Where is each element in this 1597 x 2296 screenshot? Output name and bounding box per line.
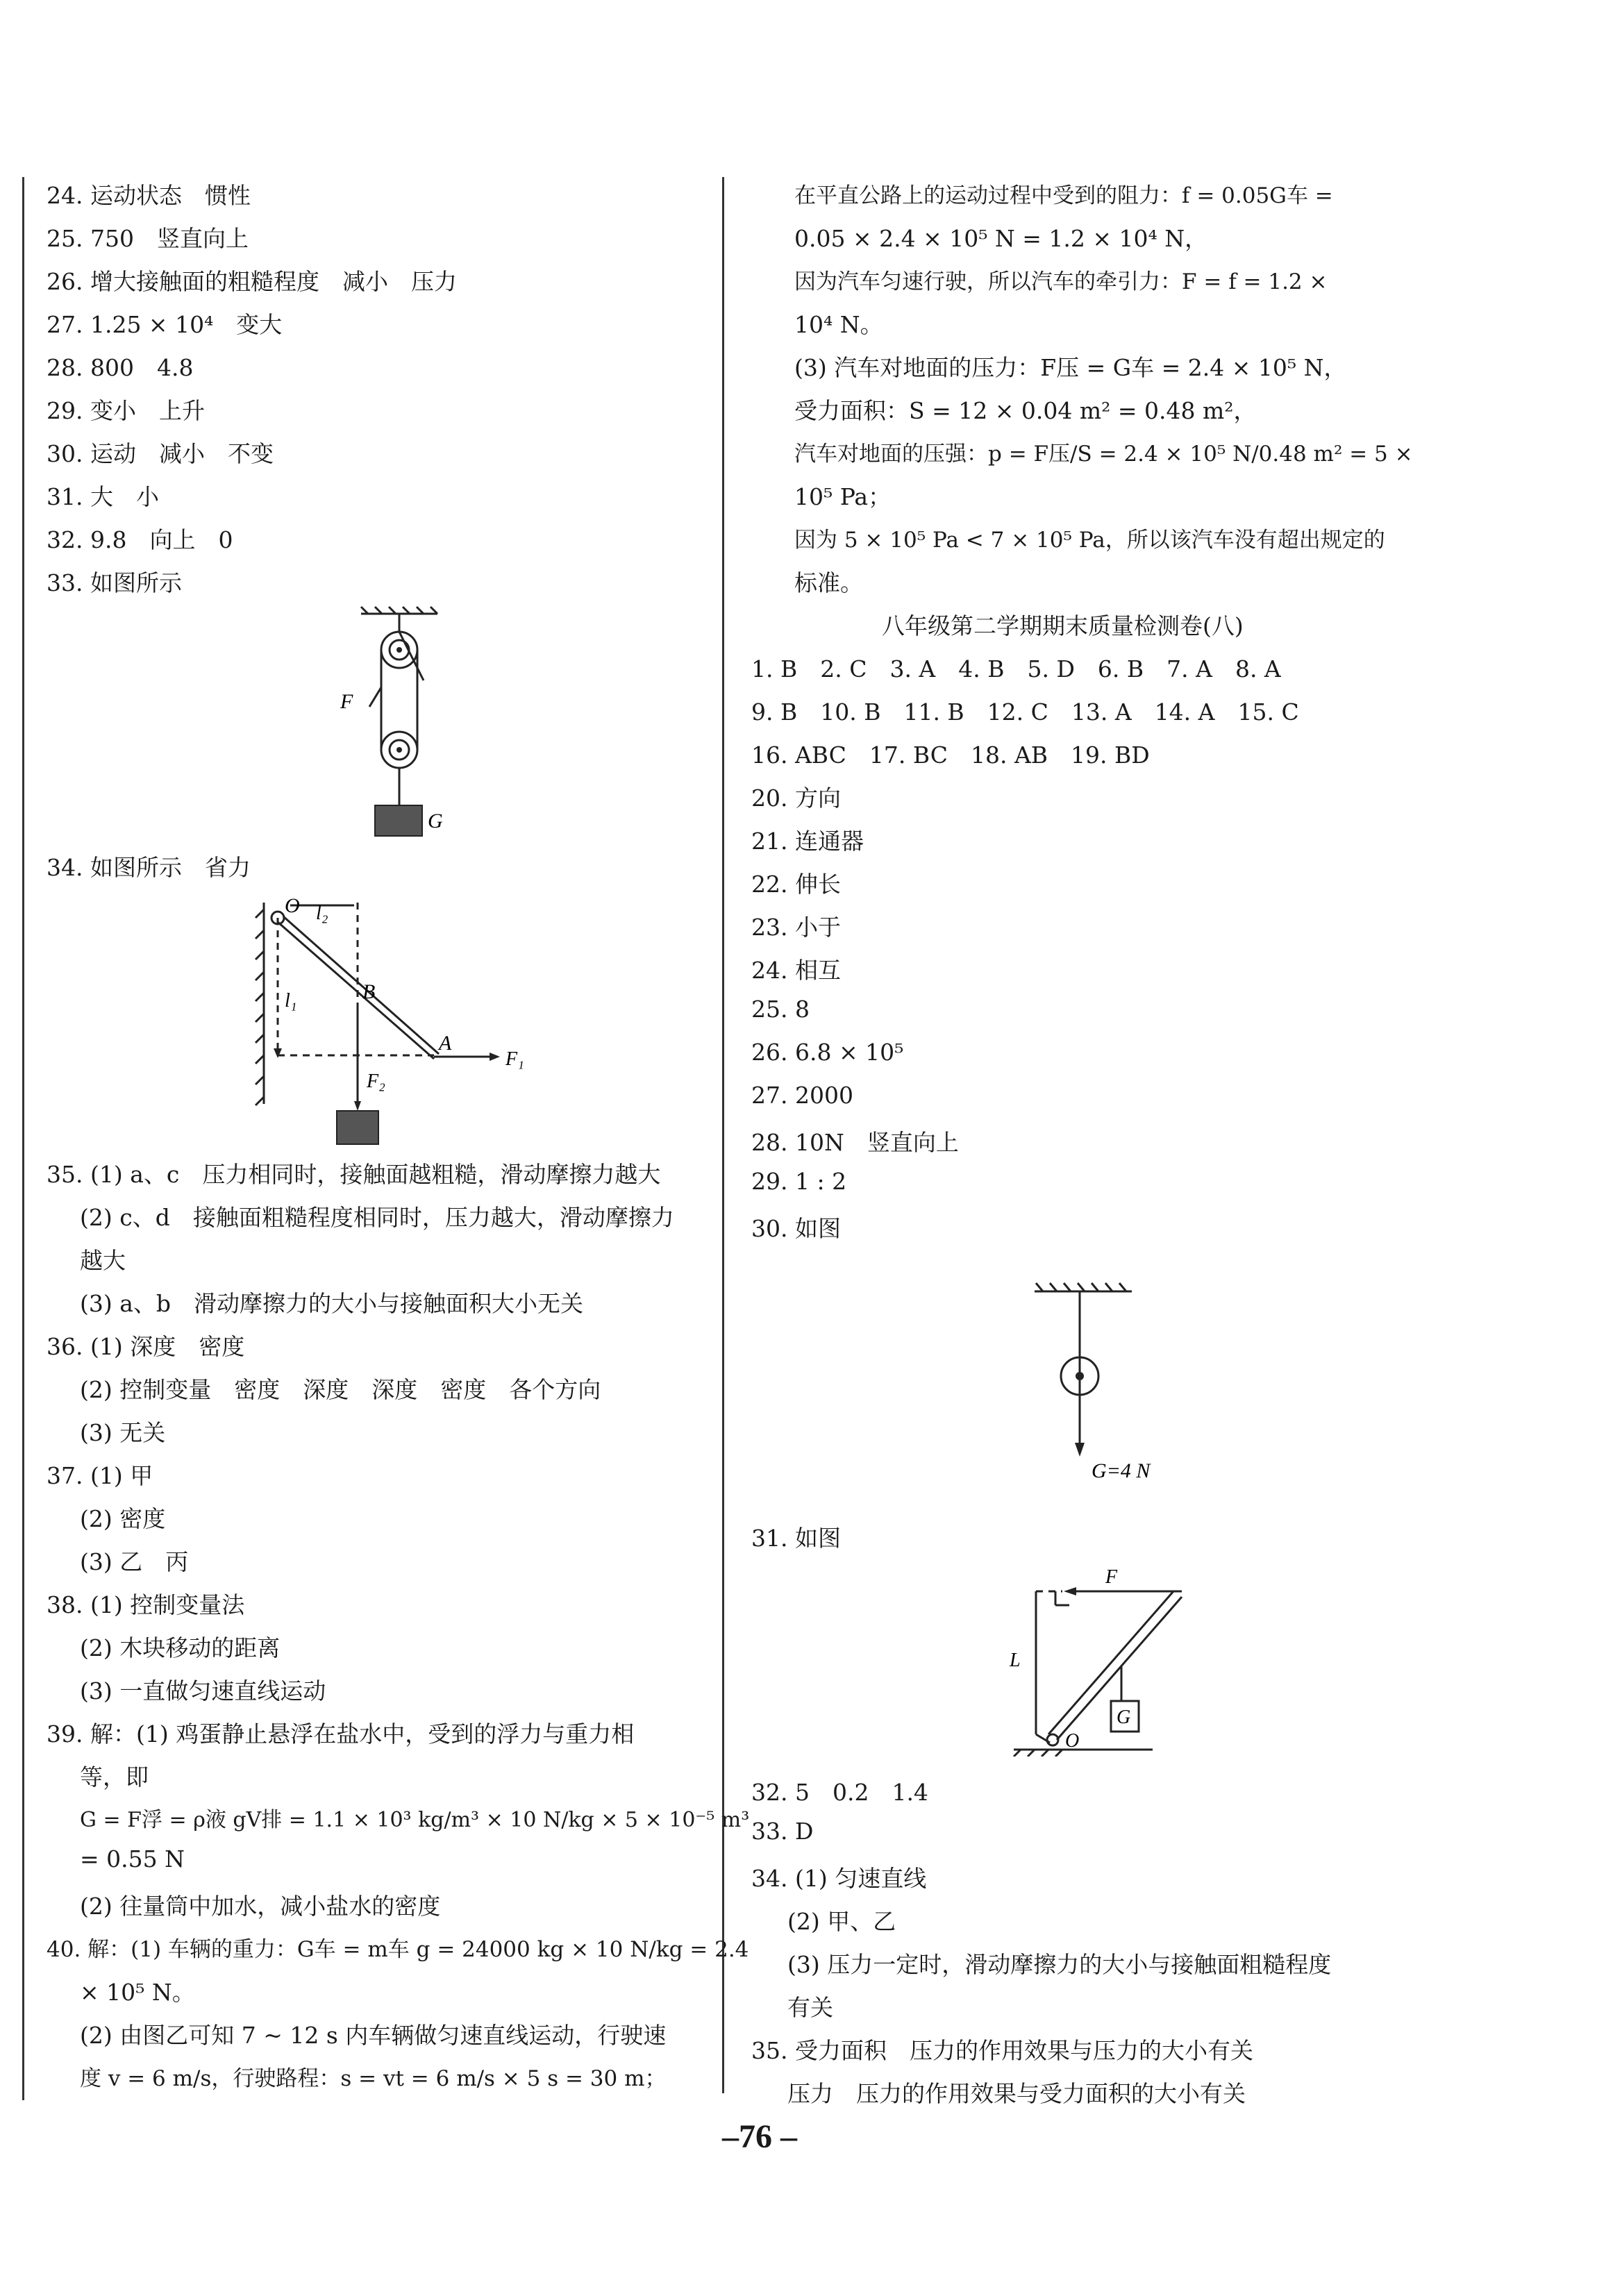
answer-line: 9. B 10. B 11. B 12. C 13. A 14. A 15. C: [751, 698, 1299, 726]
answer-line: (3) 一直做匀速直线运动: [80, 1677, 326, 1704]
answer-line: (3) a、b 滑动摩擦力的大小与接触面积大小无关: [80, 1290, 584, 1317]
fig34-label-l1: l₁: [285, 990, 297, 1012]
answer-line: 29. 变小 上升: [47, 397, 205, 424]
answer-line: 24. 相互: [751, 957, 841, 984]
answer-line: 37. (1) 甲: [47, 1462, 153, 1489]
answer-line: 36. (1) 深度 密度: [47, 1333, 245, 1360]
answer-line: 34. 如图所示 省力: [47, 854, 251, 881]
page-number: –76 –: [722, 2118, 797, 2155]
answer-line: 等，即: [80, 1763, 149, 1791]
fig34-label-F2: F₂: [367, 1071, 385, 1092]
answer-line: 20. 方向: [751, 785, 841, 812]
answer-line: (3) 乙 丙: [80, 1548, 189, 1575]
answer-line: 26. 增大接触面的粗糙程度 减小 压力: [47, 268, 457, 295]
fig31-label-G: G: [1117, 1707, 1131, 1728]
answer-line: 10⁵ Pa；: [794, 483, 892, 510]
fig33-label-G: G: [428, 810, 443, 832]
answer-line: 22. 伸长: [751, 871, 841, 898]
left-margin-rule: [22, 177, 24, 2100]
lever-figure-34: [250, 896, 542, 1146]
answer-line: 33. 如图所示: [47, 569, 182, 596]
answer-line: (3) 无关: [80, 1419, 166, 1446]
answer-line: (2) 往量筒中加水，减小盐水的密度: [80, 1893, 441, 1920]
answer-line: 29. 1 : 2: [751, 1168, 847, 1195]
formula-line: G = F浮 = ρ液 gV排 = 1.1 × 10³ kg/m³ × 10 N/kg × 5 × 10⁻⁵ m³: [80, 1808, 750, 1832]
answer-line: (2) 甲、乙: [787, 1908, 896, 1935]
answer-line: 31. 如图: [751, 1525, 841, 1552]
fig30-label-G: G=4 N: [1092, 1459, 1151, 1482]
fig34-label-B: B: [362, 980, 376, 1003]
section-title: 八年级第二学期期末质量检测卷(八): [882, 612, 1244, 639]
answer-line: 32. 9.8 向上 0: [47, 526, 233, 553]
hanging-ball-figure-30: [1028, 1277, 1208, 1493]
fig33-label-F: F: [340, 690, 353, 713]
answer-line: 25. 750 竖直向上: [47, 225, 249, 252]
answer-line: 24. 运动状态 惯性: [47, 182, 251, 209]
answer-line: (3) 汽车对地面的压力：F压 = G车 = 2.4 × 10⁵ N，: [794, 354, 1347, 381]
answer-line: 汽车对地面的压强：p = F压/S = 2.4 × 10⁵ N/0.48 m² = 5 ×: [794, 442, 1413, 467]
answer-line: (2) c、d 接触面粗糙程度相同时，压力越大，滑动摩擦力: [80, 1204, 674, 1231]
answer-line: (2) 由图乙可知 7 ~ 12 s 内车辆做匀速直线运动，行驶速: [80, 2022, 667, 2049]
answer-line: 27. 2000: [751, 1082, 853, 1109]
answer-line: = 0.55 N: [80, 1845, 185, 1872]
answer-line: × 10⁵ N。: [80, 1979, 195, 2006]
answer-line: 31. 大 小: [47, 483, 159, 510]
answer-line: 30. 如图: [751, 1215, 841, 1242]
fig34-label-F1: F₁: [505, 1048, 524, 1070]
answer-line: 在平直公路上的运动过程中受到的阻力：f = 0.05G车 =: [794, 183, 1333, 208]
answer-line: (2) 木块移动的距离: [80, 1634, 281, 1661]
answer-line: 10⁴ N。: [794, 311, 883, 338]
answer-line: 32. 5 0.2 1.4: [751, 1779, 928, 1806]
fig31-label-O: O: [1065, 1730, 1080, 1752]
answer-line: (2) 控制变量 密度 深度 深度 密度 各个方向: [80, 1376, 601, 1403]
answer-line: 压力 压力的作用效果与受力面积的大小有关: [787, 2080, 1246, 2107]
fig34-label-l2: l₂: [316, 903, 328, 924]
answer-line: 因为 5 × 10⁵ Pa < 7 × 10⁵ Pa，所以该汽车没有超出规定的: [794, 528, 1385, 553]
answer-line: 1. B 2. C 3. A 4. B 5. D 6. B 7. A 8. A: [751, 655, 1281, 682]
answer-line: 23. 小于: [751, 914, 841, 941]
answer-line: (2) 密度: [80, 1505, 166, 1532]
answer-line: 越大: [80, 1247, 126, 1274]
answer-line: 25. 8: [751, 996, 810, 1023]
fig31-label-L: L: [1010, 1650, 1021, 1671]
answer-line: 34. (1) 匀速直线: [751, 1865, 927, 1892]
answer-line: 因为汽车匀速行驶，所以汽车的牵引力：F = f = 1.2 ×: [794, 269, 1328, 294]
answer-line: 度 v = 6 m/s，行驶路程：s = vt = 6 m/s × 5 s = 30 m；: [80, 2066, 667, 2091]
answer-line: 16. ABC 17. BC 18. AB 19. BD: [751, 741, 1150, 769]
answer-line: 0.05 × 2.4 × 10⁵ N = 1.2 × 10⁴ N，: [794, 225, 1208, 252]
answer-line: 26. 6.8 × 10⁵: [751, 1039, 904, 1066]
lever-figure-31: [1000, 1562, 1208, 1757]
fig34-label-A: A: [439, 1032, 452, 1055]
answer-line: 21. 连通器: [751, 828, 864, 855]
answer-line: 受力面积：S = 12 × 0.04 m² = 0.48 m²，: [794, 397, 1257, 424]
fig34-label-O: O: [285, 896, 300, 917]
answer-line: 30. 运动 减小 不变: [47, 440, 274, 467]
answer-line: 28. 10N 竖直向上: [751, 1129, 959, 1156]
fig31-label-F: F: [1105, 1566, 1118, 1588]
answer-line: 28. 800 4.8: [47, 354, 194, 381]
pulley-figure-33: [333, 604, 472, 840]
answer-line: 35. 受力面积 压力的作用效果与压力的大小有关: [751, 2037, 1253, 2064]
answer-line: 38. (1) 控制变量法: [47, 1591, 245, 1618]
answer-line: 33. D: [751, 1818, 814, 1845]
answer-line: 35. (1) a、c 压力相同时，接触面越粗糙，滑动摩擦力越大: [47, 1161, 661, 1188]
answer-line: 有关: [787, 1994, 833, 2021]
answer-line: (3) 压力一定时，滑动摩擦力的大小与接触面粗糙程度: [787, 1951, 1332, 1978]
answer-line: 27. 1.25 × 10⁴ 变大: [47, 311, 283, 338]
answer-line: 标准。: [794, 569, 863, 596]
answer-line: 39. 解：(1) 鸡蛋静止悬浮在盐水中，受到的浮力与重力相: [47, 1720, 635, 1748]
answer-line: 40. 解：(1) 车辆的重力：G车 = m车 g = 24000 kg × 10 N/kg = 2.4: [47, 1937, 749, 1962]
